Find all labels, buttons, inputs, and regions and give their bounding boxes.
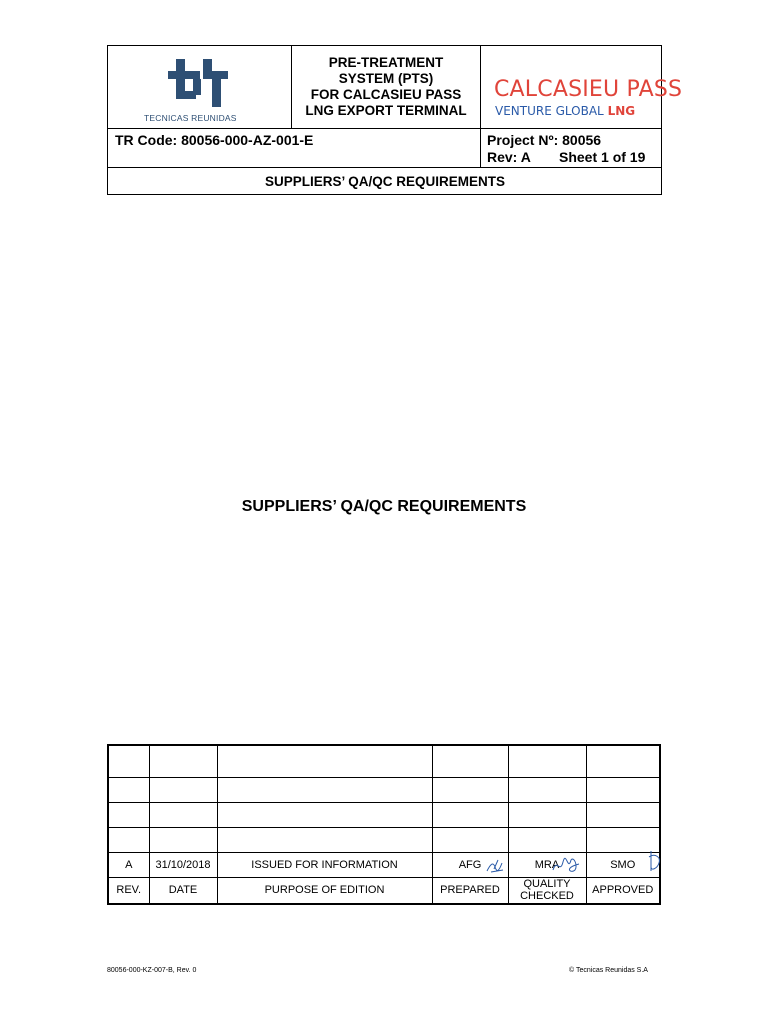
prepared-cell xyxy=(432,802,508,827)
approved-initials: SMO xyxy=(610,858,636,871)
approved-cell xyxy=(586,745,660,777)
client-logo-venture: VENTURE GLOBAL xyxy=(495,104,604,118)
rev-cell xyxy=(108,802,149,827)
table-row xyxy=(108,777,660,802)
project-info-cell xyxy=(481,129,662,168)
date-cell: 31/10/2018 xyxy=(149,852,217,877)
project-title xyxy=(305,55,466,119)
table-row xyxy=(108,852,660,877)
purpose-cell xyxy=(217,777,432,802)
purpose-cell xyxy=(217,827,432,852)
date-cell xyxy=(149,827,217,852)
project-title-cell xyxy=(292,46,481,129)
subject-cell xyxy=(108,168,662,195)
footer-document-code: 80056-000-KZ-007-B, Rev. 0 xyxy=(107,967,197,974)
rev-cell xyxy=(108,827,149,852)
client-logo-subtitle xyxy=(495,104,635,118)
date-cell xyxy=(149,745,217,777)
prepared-cell xyxy=(432,777,508,802)
project-title-line: FOR CALCASIEU PASS xyxy=(310,87,462,102)
header-prepared: PREPARED xyxy=(432,877,508,904)
header-approved: APPROVED xyxy=(586,877,660,904)
subject-title: SUPPLIERS’ QA/QC REQUIREMENTS xyxy=(264,174,506,189)
client-logo-name: CALCASIEU PASS xyxy=(494,77,683,102)
rev-cell: A xyxy=(108,852,149,877)
purpose-cell: ISSUED FOR INFORMATION xyxy=(217,852,432,877)
prepared-initials: AFG xyxy=(458,858,482,871)
purpose-cell xyxy=(217,745,432,777)
signature-icon xyxy=(647,849,663,875)
company-logo-label: TECNICAS REUNIDAS xyxy=(144,113,237,123)
company-logo-cell xyxy=(108,46,292,129)
revision-label: Rev: A xyxy=(487,149,531,165)
project-number: Project Nº: 80056 xyxy=(487,132,602,148)
table-row xyxy=(108,827,660,852)
approved-cell xyxy=(586,852,660,877)
client-logo-cell xyxy=(481,46,683,129)
purpose-cell xyxy=(217,802,432,827)
sheet-count: Sheet 1 of 19 xyxy=(559,149,646,165)
document-title: SUPPLIERS’ QA/QC REQUIREMENTS xyxy=(241,498,527,515)
rev-cell xyxy=(108,777,149,802)
table-row xyxy=(108,802,660,827)
approved-cell xyxy=(586,802,660,827)
header-checked-line: QUALITY xyxy=(523,878,571,891)
header-checked-line: CHECKED xyxy=(520,890,574,903)
header-rev: REV. xyxy=(108,877,149,904)
prepared-cell xyxy=(432,852,508,877)
header-date: DATE xyxy=(149,877,217,904)
signature-icon xyxy=(485,857,507,875)
date-cell xyxy=(149,802,217,827)
header-checked xyxy=(508,877,586,904)
table-row xyxy=(108,745,660,777)
revision-table xyxy=(107,744,661,905)
document-header-block xyxy=(107,45,683,195)
header-purpose: PURPOSE OF EDITION xyxy=(217,877,432,904)
approved-cell xyxy=(586,777,660,802)
date-cell xyxy=(149,777,217,802)
checked-initials: MRA xyxy=(534,858,560,871)
checked-cell xyxy=(508,745,586,777)
tecnicas-reunidas-logo-icon xyxy=(168,59,228,107)
project-title-line: LNG EXPORT TERMINAL xyxy=(305,103,467,118)
table-header-row xyxy=(108,877,660,904)
project-title-line: SYSTEM (PTS) xyxy=(338,71,434,86)
tr-code: TR Code: 80056-000-AZ-001-E xyxy=(115,132,314,148)
prepared-cell xyxy=(432,827,508,852)
checked-cell xyxy=(508,827,586,852)
prepared-cell xyxy=(432,745,508,777)
checked-cell xyxy=(508,802,586,827)
signature-icon xyxy=(551,854,581,876)
checked-cell xyxy=(508,852,586,877)
footer-copyright: © Tecnicas Reunidas S.A xyxy=(569,967,648,974)
client-logo-lng: LNG xyxy=(607,104,636,118)
rev-cell xyxy=(108,745,149,777)
checked-cell xyxy=(508,777,586,802)
revision-line xyxy=(487,149,646,165)
project-title-line: PRE-TREATMENT xyxy=(328,55,444,70)
tr-code-cell xyxy=(108,129,481,168)
